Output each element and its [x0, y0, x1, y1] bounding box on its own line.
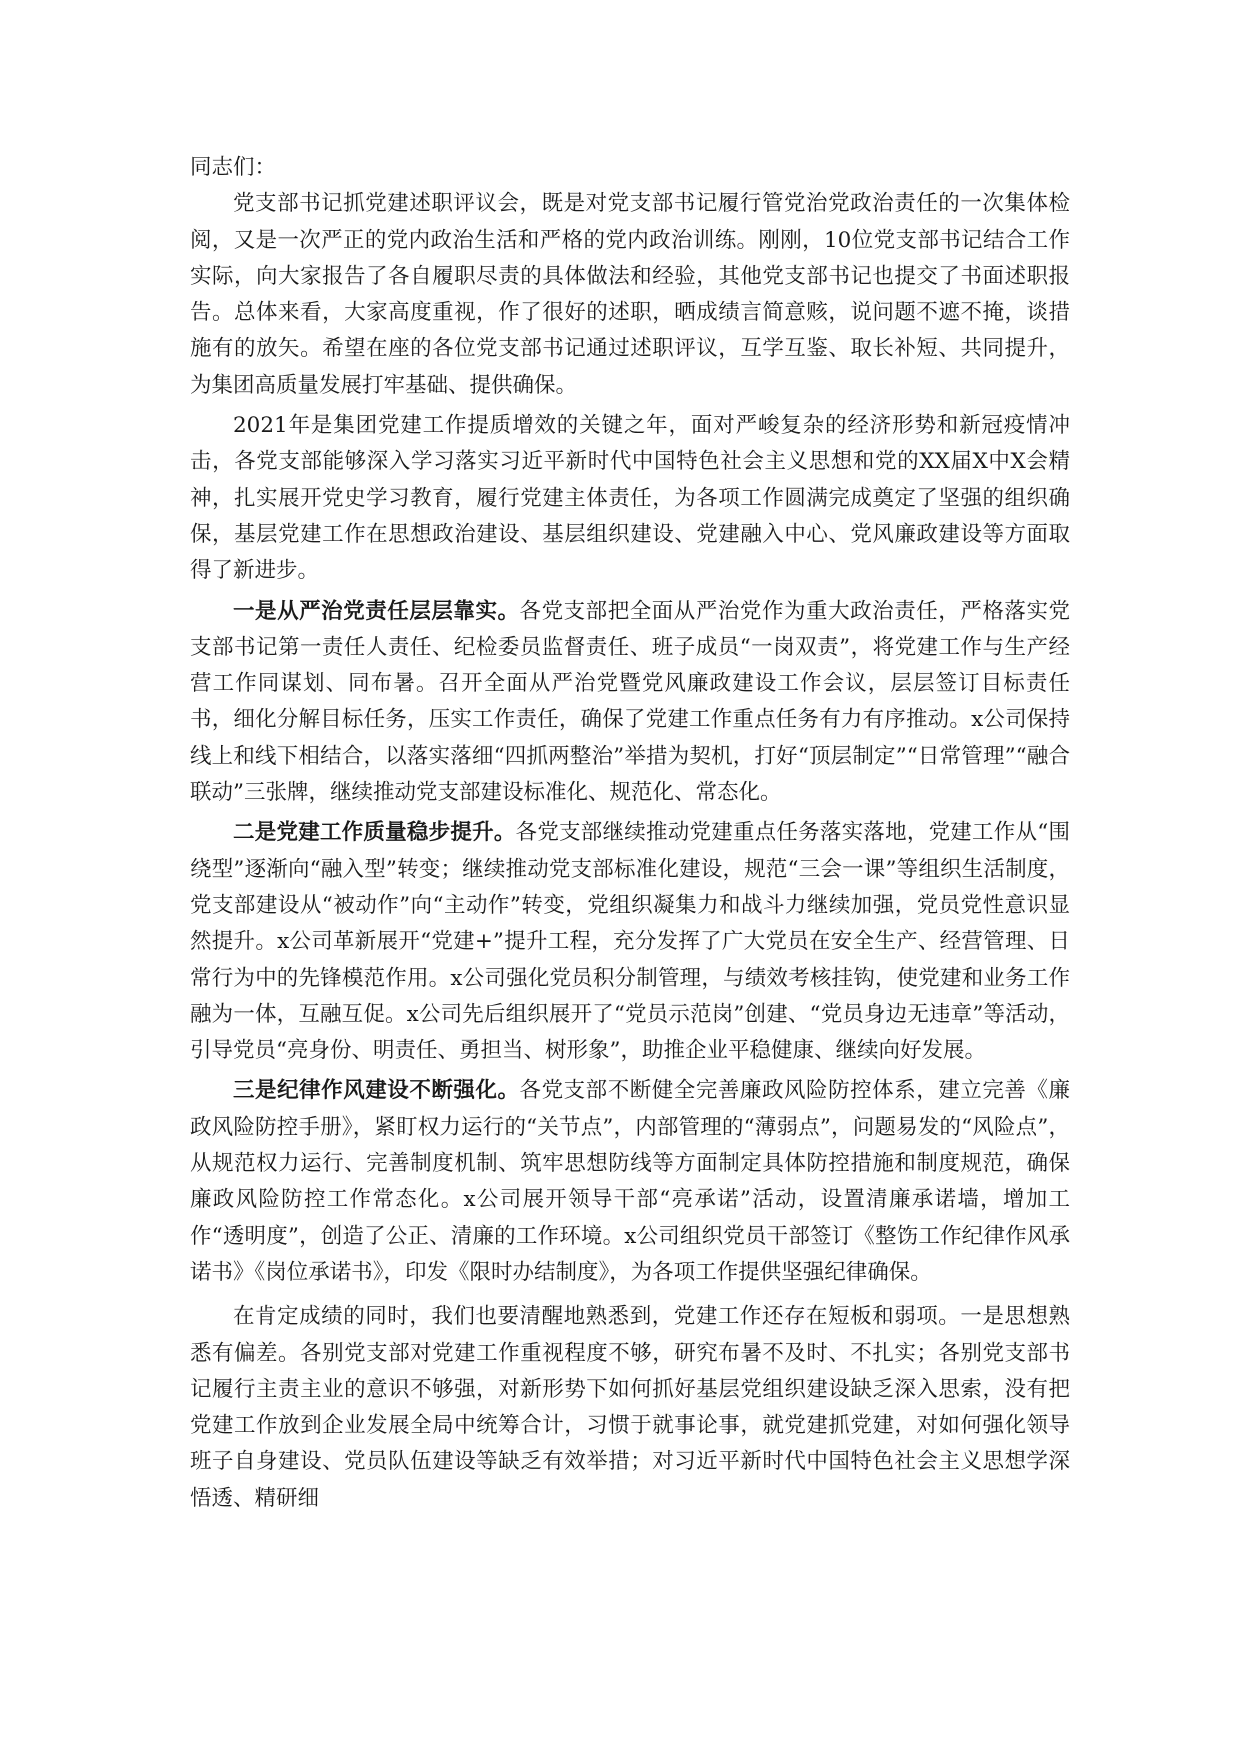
paragraph-achievements-overview: 2021年是集团党建工作提质增效的关键之年，面对严峻复杂的经济形势和新冠疫情冲击，各党支部能够深入学习落实习近平新时代中国特色社会主义思想和党的XX届X中X会精神，扎实展开党史学习教育，履行党建主体责任，为各项工作圆满完成奠定了坚强的组织确保，基层党建工作在思想政治建设、基层组织建设、党建融入中心、党风廉政建设等方面取得了新进步。 — [190, 413, 1070, 584]
paragraph-shortcomings: 在肯定成绩的同时，我们也要清醒地熟悉到，党建工作还存在短板和弱项。一是思想熟悉有偏差。各别党支部对党建工作重视程度不够，研究布暑不及时、不扎实；各别党支部书记履行主责主业的意识不够强，对新形势下如何抓好基层党组织建设缺乏深入思索，没有把党建工作放到企业发展全局中统筹合计，习惯于就事论事，就党建抓党建，对如何强化领导班子自身建设、党员队伍建设等缺乏有效举措；对习近平新时代中国特色社会主义思想学深悟透、精研细 — [190, 1304, 1070, 1511]
salutation: 同志们： — [190, 155, 277, 180]
point-two-body: 各党支部继续推动党建重点任务落实落地，党建工作从“围绕型”逐渐向“融入型”转变；继续推动党支部标准化建设，规范“三会一课”等组织生活制度，党支部建设从“被动作”向“主动作”转变，党组织凝集力和战斗力继续加强，党员党性意识显然提升。x公司革新展开“党建+”提升工程，充分发挥了广大党员在安全生产、经营管理、日常行为中的先锋模范作用。x公司强化党员积分制管理，与绩效考核挂钩，使党建和业务工作融为一体，互融互促。x公司先后组织展开了“党员示范岗”创建、“党员身边无违章”等活动，引导党员“亮身份、明责任、勇担当、树形象”，助推企业平稳健康、继续向好发展。 — [190, 820, 1070, 1064]
paragraph-point-three — [190, 1073, 1070, 1291]
point-three-heading: 三是纪律作风建设不断强化。 — [233, 1078, 520, 1104]
point-three-body: 各党支部不断健全完善廉政风险防控体系，建立完善《廉政风险防控手册》，紧盯权力运行的“关节点”，内部管理的“薄弱点”，问题易发的“风险点”，从规范权力运行、完善制度机制、筑牢思想防线等方面制定具体防控措施和制度规范，确保廉政风险防控工作常态化。x公司展开领导干部“亮承诺”活动，设置清廉承诺墙，增加工作“透明度”，创造了公正、清廉的工作环境。x公司组织党员干部签订《整饬工作纪律作风承诺书》《岗位承诺书》，印发《限时办结制度》，为各项工作提供坚强纪律确保。 — [190, 1078, 1070, 1285]
point-one-heading: 一是从严治党责任层层靠实。 — [233, 598, 520, 624]
document-page — [190, 150, 1070, 1517]
paragraph-point-one — [190, 594, 1070, 812]
point-two-heading: 二是党建工作质量稳步提升。 — [233, 820, 516, 846]
point-one-body: 各党支部把全面从严治党作为重大政治责任，严格落实党支部书记第一责任人责任、纪检委员监督责任、班子成员“一岗双责”，将党建工作与生产经营工作同谋划、同布暑。召开全面从严治党暨党风廉政建设工作会议，层层签订目标责任书，细化分解目标任务，压实工作责任，确保了党建工作重点任务有力有序推动。x公司保持线上和线下相结合，以落实落细“四抓两整治”举措为契机，打好“顶层制定”“日常管理”“融合联动”三张牌，继续推动党支部建设标准化、规范化、常态化。 — [190, 598, 1070, 806]
paragraph-point-two — [190, 815, 1070, 1069]
paragraph-intro: 党支部书记抓党建述职评议会，既是对党支部书记履行管党治党政治责任的一次集体检阅，又是一次严正的党内政治生活和严格的党内政治训练。刚刚，10位党支部书记结合工作实际，向大家报告了各自履职尽责的具体做法和经验，其他党支部书记也提交了书面述职报告。总体来看，大家高度重视，作了很好的述职，晒成绩言简意赅，说问题不遮不掩，谈措施有的放矢。希望在座的各位党支部书记通过述职评议，互学互鉴、取长补短、共同提升，为集团高质量发展打牢基础、提供确保。 — [190, 191, 1070, 398]
